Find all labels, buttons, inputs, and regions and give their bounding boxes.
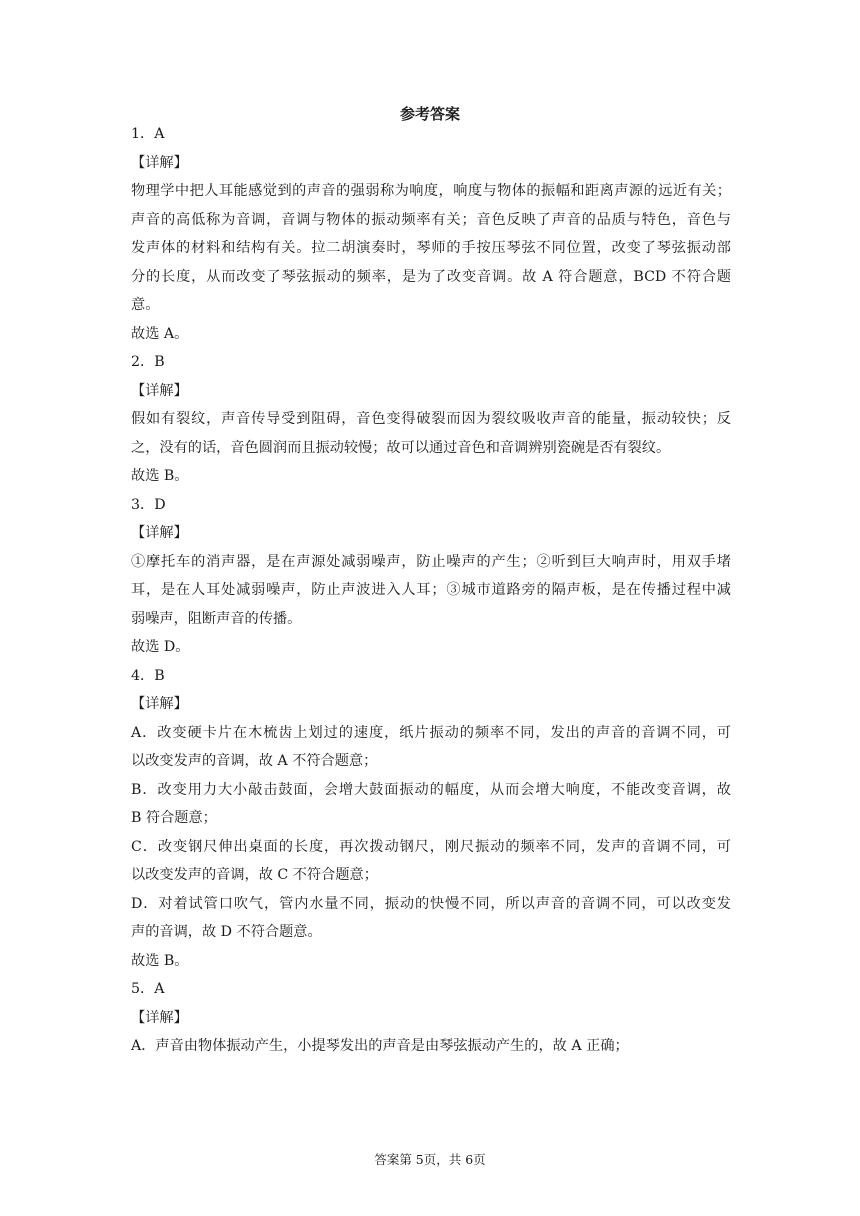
text-line: ①摩托车的消声器，是在声源处减弱噪声，防止噪声的产生；②听到巨大响声时，用双手堵: [131, 553, 731, 570]
text-line: 声的音调，故 D 不符合题意。: [131, 924, 322, 940]
text-line: 3．D: [131, 496, 166, 513]
text-line: 故选 B。: [131, 952, 189, 969]
text-line: 耳，是在人耳处减弱噪声，防止声波进入人耳；③城市道路旁的隔声板，是在传播过程中减: [131, 582, 731, 598]
text-line: 假如有裂纹，声音传导受到阻碍，音色变得破裂而因为裂纹吸收声音的能量，振动较快；反: [131, 411, 731, 427]
text-line: 1．A: [131, 126, 165, 142]
text-line: 发声体的材料和结构有关。拉二胡演奏时，琴师的手按压琴弦不同位置，改变了琴弦振动部: [131, 240, 731, 256]
text-line: A．改变硬卡片在木梳齿上划过的速度，纸片振动的频率不同，发出的声音的音调不同，可: [131, 724, 731, 741]
text-line: 故选 A。: [131, 325, 189, 342]
answer-content: [131, 120, 731, 1061]
text-line: 故选 B。: [131, 468, 189, 484]
text-line: 意。: [131, 297, 160, 313]
text-line: C．改变钢尺伸出桌面的长度，再次拨动钢尺，刚尺振动的频率不同，发声的音调不同，可: [131, 838, 731, 855]
text-line: 以改变发声的音调，故 C 不符合题意；: [131, 867, 378, 883]
text-line: 【详解】: [131, 382, 188, 399]
text-line: 分的长度，从而改变了琴弦振动的频率，是为了改变音调。故 A 符合题意，BCD 不符合题: [131, 268, 731, 285]
text-line: 【详解】: [131, 154, 188, 171]
text-line: B．改变用力大小敲击鼓面，会增大鼓面振动的幅度，从而会增大响度，不能改变音调，故: [131, 781, 731, 798]
text-line: B 符合题意；: [131, 810, 217, 826]
page-title: 参考答案: [399, 105, 460, 123]
text-line: 【详解】: [131, 525, 188, 541]
text-line: 之，没有的话，音色圆润而且振动较慢；故可以通过音色和音调辨别瓷碗是否有裂纹。: [131, 439, 671, 456]
text-line: 物理学中把人耳能感觉到的声音的强弱称为响度，响度与物体的振幅和距离声源的远近有关；: [131, 183, 731, 199]
text-line: 2．B: [131, 354, 165, 370]
text-line: 【详解】: [131, 696, 188, 712]
text-line: 弱噪声，阻断声音的传播。: [131, 610, 302, 627]
text-line: 【详解】: [131, 1009, 188, 1026]
text-line: 4．B: [131, 667, 165, 684]
text-line: 以改变发声的音调，故 A 不符合题意；: [131, 753, 378, 769]
text-line: 声音的高低称为音调，音调与物体的振动频率有关；音色反映了声音的品质与特色，音色与: [131, 211, 731, 228]
text-line: A．声音由物体振动产生，小提琴发出的声音是由琴弦振动产生的，故 A 正确；: [131, 1038, 629, 1054]
text-line: D．对着试管口吹气，管内水量不同，振动的快慢不同，所以声音的音调不同，可以改变发: [131, 895, 731, 912]
text-line: 故选 D。: [131, 639, 190, 655]
text-line: 5．A: [131, 981, 165, 997]
page-footer: 答案第 5页，共 6页: [374, 1152, 486, 1167]
